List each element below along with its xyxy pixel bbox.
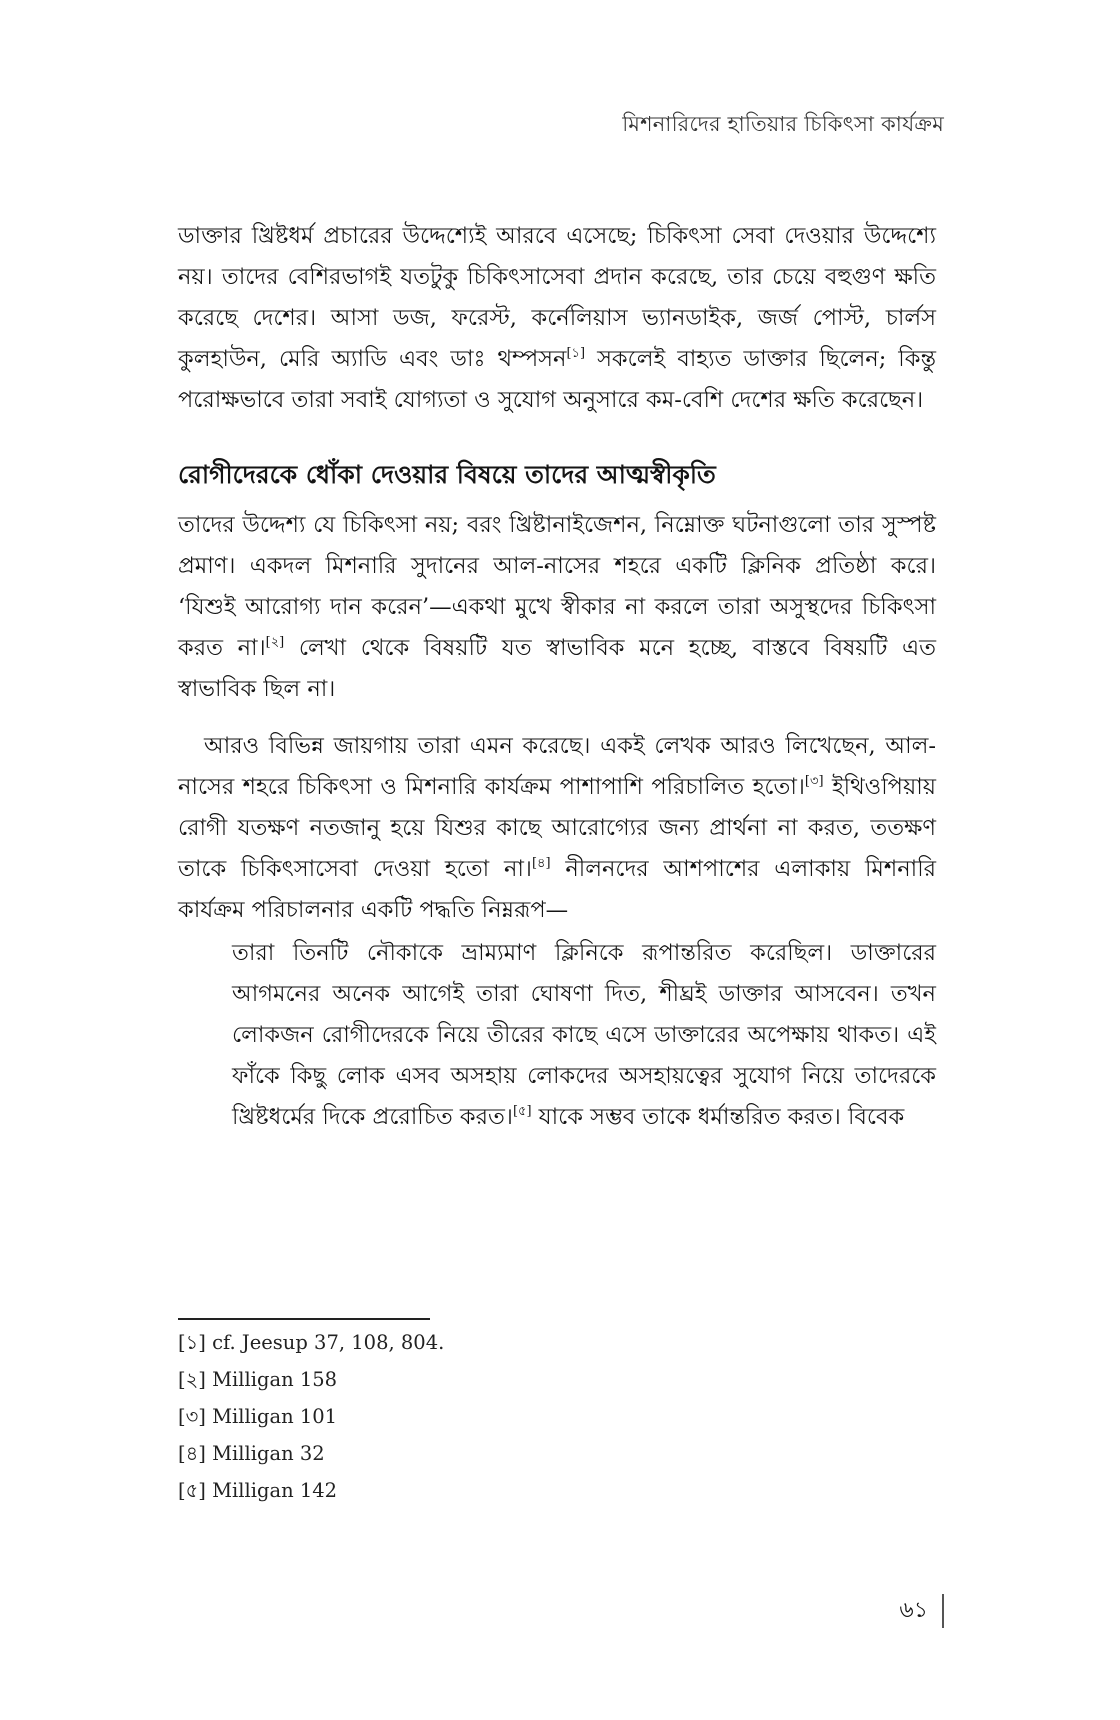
quote-text: যাকে সম্ভব তাকে ধর্মান্তরিত করত। বিবেক — [531, 1104, 905, 1130]
paragraph-text: লেখা থেকে বিষয়টি যত স্বাভাবিক মনে হচ্ছে, বাস্তবে বিষয়টি এত স্বাভাবিক ছিল না। — [178, 635, 937, 702]
footnote-5: [৫] Milligan 142 — [178, 1479, 338, 1502]
footnote-divider — [178, 1318, 430, 1320]
paragraph-text: তাদের উদ্দেশ্য যে চিকিৎসা নয়; বরং খ্রিষ্টানাইজেশন, নিম্নোক্ত ঘটনাগুলো তার সুস্পষ্ট প্রমাণ। একদল মিশনারি সুদানের আল-নাসের শহরে একটি ক্লিনিক প্রতিষ্ঠা করে। ‘যিশুই আরোগ্য দান করেন’—একথা মুখে স্বীকার না করলে তারা অসুস্থদের চিকিৎসা করত না। — [178, 512, 936, 661]
footnote-ref-5: [৫] — [512, 1104, 532, 1119]
quote-text: তারা তিনটি নৌকাকে ভ্রাম্যমাণ ক্লিনিকে রূপান্তরিত করেছিল। ডাক্তারের আগমনের অনেক আগেই তারা ঘোষণা দিত, শীঘ্রই ডাক্তার আসবেন। তখন লোকজন রোগীদেরকে নিয়ে তীরের কাছে এসে ডাক্তারের অপেক্ষায় থাকত। এই ফাঁকে কিছু লোক এসব অসহায় লোকদের অসহায়ত্বের সুযোগ নিয়ে তাদেরকে খ্রিষ্টধর্মের দিকে প্ররোচিত করত। — [232, 940, 936, 1130]
paragraph-text: সকলেই বাহ্যত ডাক্তার ছিলেন; কিন্তু পরোক্ষভাবে তারা সবাই যোগ্যতা ও সুযোগ অনুসারে কম-বেশি দেশের ক্ষতি করেছেন। — [178, 346, 936, 413]
footnote-1: [১] cf. Jeesup 37, 108, 804. — [178, 1331, 445, 1354]
paragraph-text: নীলনদের আশপাশের এলাকায় মিশনারি কার্যক্রম পরিচালনার একটি পদ্ধতি নিম্নরূপ— — [178, 856, 937, 923]
paragraph-2 — [178, 505, 936, 710]
footnote-ref-2: [২] — [265, 635, 285, 650]
footnote-2: [২] Milligan 158 — [178, 1368, 338, 1391]
paragraph-text: ডাক্তার খ্রিষ্টধর্ম প্রচারের উদ্দেশ্যেই আরবে এসেছে; চিকিৎসা সেবা দেওয়ার উদ্দেশ্যে নয়। তাদের বেশিরভাগই যতটুকু চিকিৎসাসেবা প্রদান করেছে, তার চেয়ে বহুগুণ ক্ষতি করেছে দেশের। আসা ডজ, ফরেস্ট, কর্নেলিয়াস ভ্যানডাইক, জর্জ পোস্ট, চার্লস কুলহাউন, মেরি অ্যাডি এবং ডাঃ থম্পসন — [178, 223, 936, 372]
footnote-3: [৩] Milligan 101 — [178, 1405, 338, 1428]
section-heading: রোগীদেরকে ধোঁকা দেওয়ার বিষয়ে তাদের আত্মস্বীকৃতি — [178, 460, 716, 489]
footnote-4: [৪] Milligan 32 — [178, 1442, 325, 1465]
footnotes — [178, 1324, 878, 1509]
block-quote — [232, 933, 936, 1138]
footnote-ref-4: [৪] — [531, 856, 551, 871]
running-header: মিশনারিদের হাতিয়ার চিকিৎসা কার্যক্রম — [622, 112, 944, 136]
paragraph-1 — [178, 216, 936, 421]
paragraph-text: আরও বিভিন্ন জায়গায় তারা এমন করেছে। একই লেখক আরও লিখেছেন, আল-নাসের শহরে চিকিৎসা ও মিশনারি কার্যক্রম পাশাপাশি পরিচালিত হতো। — [178, 733, 936, 800]
footnote-ref-1: [১] — [566, 346, 586, 361]
paragraph-text: ইথিওপিয়ায় রোগী যতক্ষণ নতজানু হয়ে যিশুর কাছে আরোগ্যের জন্য প্রার্থনা না করত, ততক্ষণ তাকে চিকিৎসাসেবা দেওয়া হতো না। — [178, 774, 936, 882]
paragraph-3 — [178, 726, 936, 931]
footnote-ref-3: [৩] — [804, 774, 824, 789]
page-body — [178, 216, 936, 1138]
page-number: ৬১ — [899, 1594, 944, 1628]
